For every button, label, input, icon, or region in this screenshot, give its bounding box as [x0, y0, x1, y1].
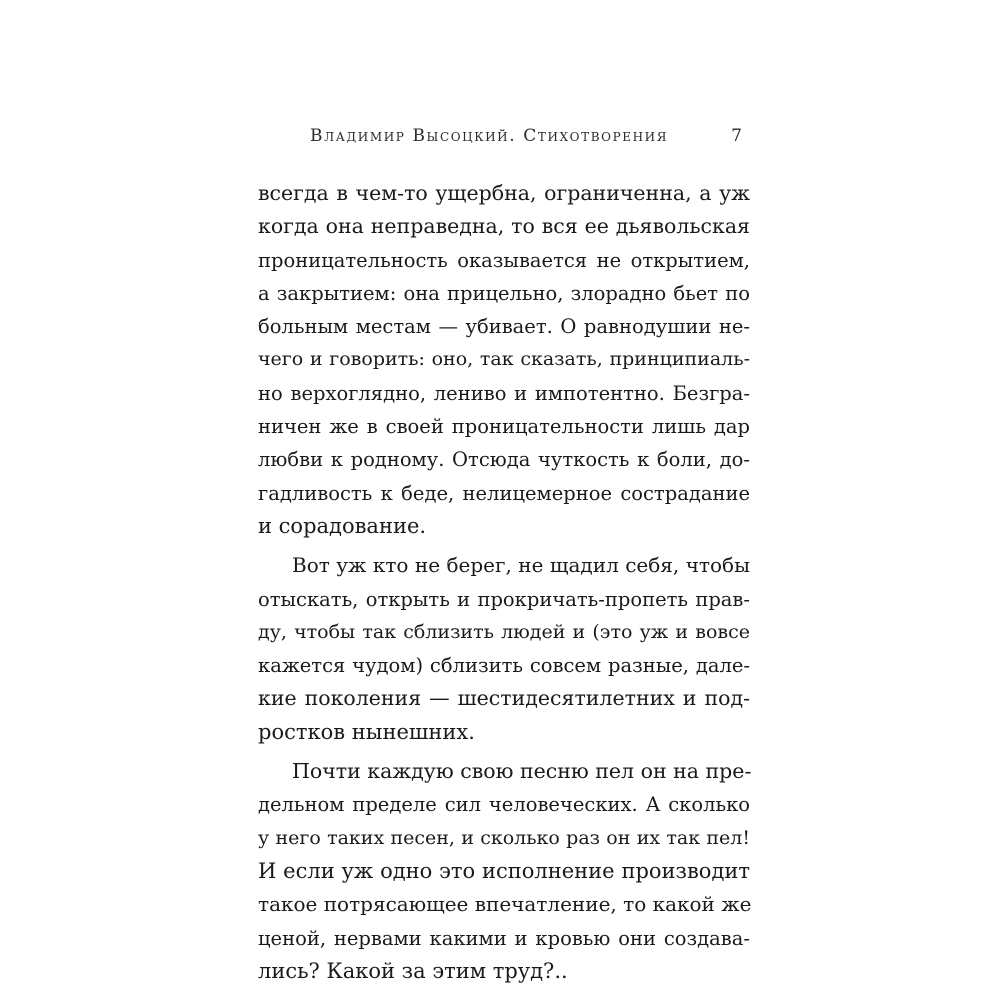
text-line: Почти каждую свою песню пел он на пре- [292, 759, 752, 784]
text-line: гадливость к беде, нелицемерное сострадание [258, 481, 750, 505]
text-line: кие поколения — шестидесятилетних и под- [258, 686, 750, 711]
text-line: чего и говорить: оно, так сказать, принципиаль- [258, 348, 750, 371]
text-line: И если уж одно это исполнение производит [258, 858, 750, 883]
text-line: когда она неправедна, то вся ее дьявольская [258, 214, 750, 239]
text-line: дельном пределе сил человеческих. А сколько [258, 793, 750, 817]
text-line: но верхоглядно, лениво и импотентно. Безгра- [258, 381, 750, 405]
text-line: и сорадование. [258, 513, 427, 538]
paragraph [258, 755, 750, 988]
paragraph [258, 177, 750, 543]
page-number: 7 [731, 126, 742, 146]
text-line: а закрытием: она прицельно, злорадно бьет по [258, 281, 750, 305]
text-line: больным местам — убивает. О равнодушии не- [258, 315, 750, 339]
text-line: ростков нынешних. [258, 719, 475, 744]
text-line: кажется чудом) сблизить совсем разные, дале- [258, 654, 750, 678]
text-line: ничен же в своей проницательности лишь дар [258, 415, 750, 439]
text-line: всегда в чем-то ущербна, ограниченна, а уж [258, 181, 750, 205]
body-text [258, 177, 750, 988]
text-line: проницательность оказывается не открытием, [258, 248, 750, 272]
text-line: у него таких песен, и сколько раз он их так пел! [258, 826, 750, 849]
running-head-title: Владимир Высоцкий. Стихотворения [310, 126, 669, 146]
text-line: Вот уж кто не берег, не щадил себя, чтобы [292, 553, 750, 578]
text-line: отыскать, открыть и прокричать-пропеть прав- [258, 587, 750, 611]
text-line: ду, чтобы так сблизить людей и (это уж и вовсе [258, 620, 750, 643]
text-line: лись? Какой за этим труд?.. [258, 958, 568, 983]
text-line: любви к родному. Отсюда чуткость к боли, до- [258, 448, 750, 472]
text-line: такое потрясающее впечатление, то какой же [258, 892, 752, 917]
text-line: ценой, нервами какими и кровью они создава- [258, 926, 750, 950]
paragraph [258, 549, 750, 749]
